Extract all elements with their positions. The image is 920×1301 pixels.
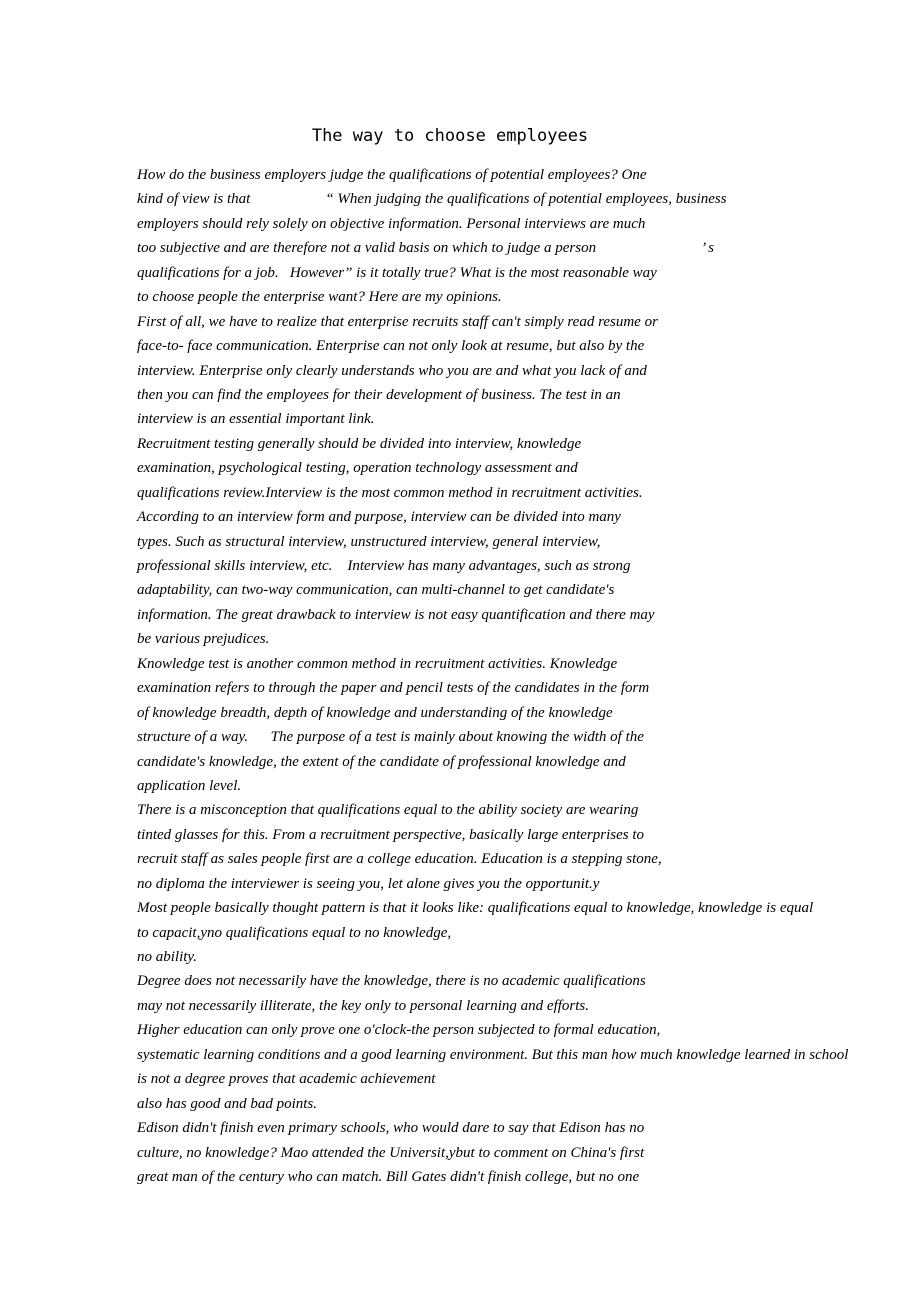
text-line: face-to- face communication. Enterprise can not only look at resume, but also by the [137, 338, 645, 355]
text-line: Most people basically thought pattern is that it looks like: qualifications equal to knowledge, knowledge is equal [137, 900, 814, 917]
text-line: First of all, we have to realize that enterprise recruits staff can't simply read resume or [137, 313, 658, 330]
text-line: Degree does not necessarily have the knowledge, there is no academic qualifications [137, 973, 646, 990]
text-line: examination refers to through the paper and pencil tests of the candidates in the form [137, 680, 650, 697]
text-line: of knowledge breadth, depth of knowledge and understanding of the knowledge [137, 704, 613, 721]
text-line: How do the business employers judge the qualifications of potential employees? One [137, 167, 647, 183]
text-line: qualifications review.Interview is the most common method in recruitment activities. [137, 484, 643, 501]
text-line: examination, psychological testing, operation technology assessment and [137, 460, 578, 477]
text-line: interview. Enterprise only clearly understands who you are and what you lack of and [137, 362, 647, 379]
text-line: no ability. [137, 949, 197, 965]
text-line: is not a degree proves that academic achievement [137, 1071, 436, 1088]
document-body [137, 163, 848, 1189]
text-line: employers should rely solely on objective information. Personal interviews are much [137, 215, 646, 232]
text-line: be various prejudices. [137, 631, 270, 648]
text-line: According to an interview form and purpose, interview can be divided into many [137, 509, 621, 526]
text-line: also has good and bad points. [137, 1095, 318, 1112]
text-line: structure of a way. The purpose of a test is mainly about knowing the width of the [137, 729, 644, 746]
text-line: There is a misconception that qualifications equal to the ability society are wearing [137, 802, 639, 819]
text-line: Edison didn't finish even primary schools, who would dare to say that Edison has no [137, 1120, 645, 1137]
text-line: tinted glasses for this. From a recruitment perspective, basically large enterprises to [137, 826, 645, 843]
text-line: recruit staff as sales people first are a college education. Education is a stepping stone, [137, 851, 662, 868]
text-line: Recruitment testing generally should be divided into interview, knowledge [137, 435, 582, 452]
text-line: adaptability, can two-way communication, can multi-channel to get candidate's [137, 582, 615, 599]
text-line: interview is an essential important link. [137, 411, 375, 428]
text-line: no diploma the interviewer is seeing you, let alone gives you the opportunit.y [137, 875, 600, 892]
text-line: kind of view is that “ When judging the qualifications of potential employees, business [137, 191, 727, 208]
document-title: The way to choose employees [311, 126, 589, 146]
text-line: professional skills interview, etc. Interview has many advantages, such as strong [137, 558, 631, 574]
text-line: to capacit,yno qualifications equal to no knowledge, [137, 924, 452, 941]
text-line: too subjective and are therefore not a valid basis on which to judge a person ’ s [137, 240, 715, 257]
text-line: candidate's knowledge, the extent of the candidate of professional knowledge and [137, 753, 626, 770]
text-line: types. Such as structural interview, unstructured interview, general interview, [137, 533, 601, 550]
text-line: information. The great drawback to interview is not easy quantification and there may [137, 606, 655, 623]
text-line: qualifications for a job. However” is it totally true? What is the most reasonable way [137, 264, 657, 281]
text-line: culture, no knowledge? Mao attended the Universit,ybut to comment on China's first [137, 1144, 645, 1161]
text-line: application level. [137, 777, 242, 794]
text-line: Higher education can only prove one o'clock-the person subjected to formal education, [137, 1022, 661, 1039]
text-line: Knowledge test is another common method in recruitment activities. Knowledge [137, 655, 618, 672]
text-line: systematic learning conditions and a good learning environment. But this man how much knowledge learned in school [137, 1046, 849, 1063]
text-line: then you can find the employees for their development of business. The test in an [137, 386, 621, 403]
text-line: may not necessarily illiterate, the key only to personal learning and efforts. [137, 997, 589, 1014]
text-line: great man of the century who can match. Bill Gates didn't finish college, but no one [137, 1168, 640, 1185]
text-line: to choose people the enterprise want? Here are my opinions. [137, 289, 502, 306]
